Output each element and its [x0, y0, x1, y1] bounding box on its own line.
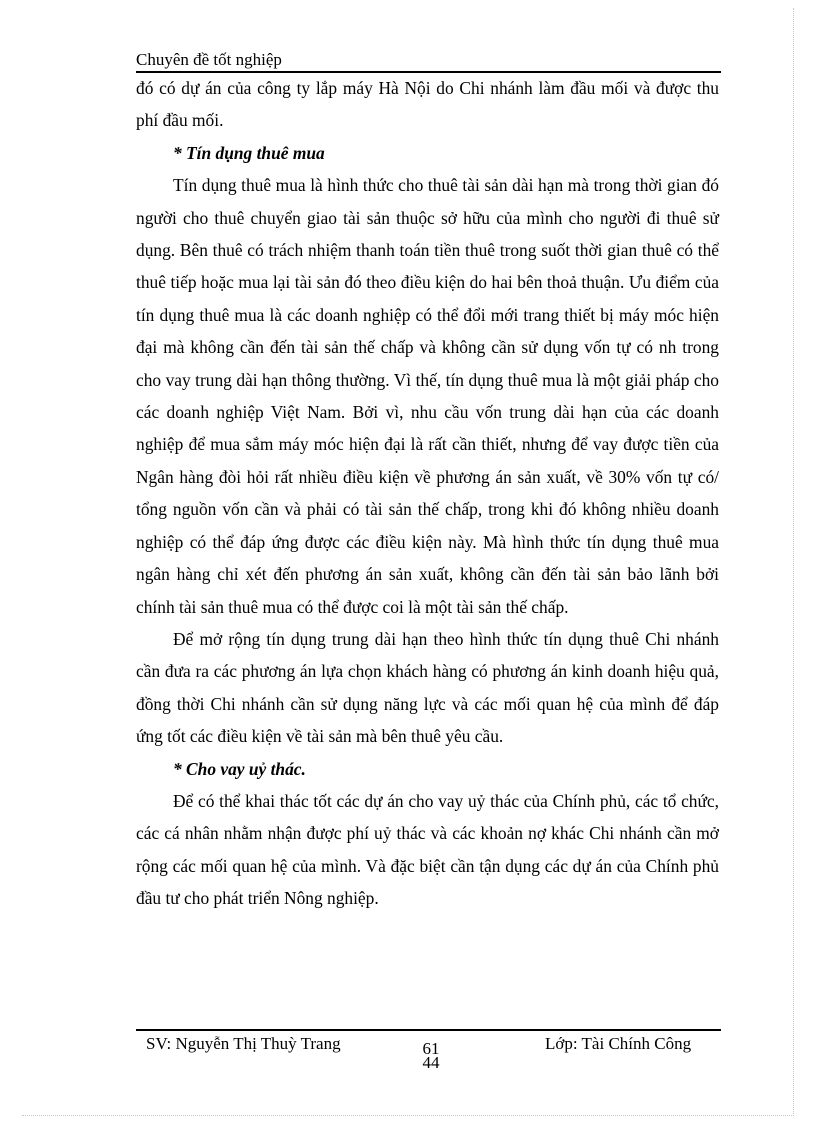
- page-number-primary: 61: [422, 1039, 440, 1058]
- footer-divider: [136, 1029, 721, 1031]
- paragraph-leasing: Tín dụng thuê mua là hình thức cho thuê tài sản dài hạn mà trong thời gian đó người cho thuê chuyển giao tài sản thuộc sở hữu của mình cho người đi thuê sử dụng. Bên thuê có trách nhiệm thanh toán tiền thuê trong suốt thời gian thuê có thể thuê tiếp hoặc mua lại tài sản đó theo điều kiện do hai bên thoả thuận. Ưu điểm của tín dụng thuê mua là các doanh nghiệp có thể đổi mới trang thiết bị máy móc hiện đại mà không cần đến tài sản thế chấp và không cần sử dụng vốn tự có nh trong cho vay trung dài hạn thông thường. Vì thế, tín dụng thuê mua là một giải pháp cho các doanh nghiệp Việt Nam. Bởi vì, nhu cầu vốn trung dài hạn của các doanh nghiệp để mua sắm máy móc hiện đại là rất cần thiết, nhưng để vay được tiền của Ngân hàng đòi hỏi rất nhiều điều kiện về phương án sản xuất, về 30% vốn tự có/ tổng nguồn vốn cần và phải có tài sản thế chấp, trong khi đó không nhiều doanh nghiệp có thể đáp ứng được các điều kiện này. Mà hình thức tín dụng thuê mua ngân hàng chỉ xét đến phương án sản xuất, không cần đến tài sản bảo lãnh bởi chính tài sản thuê mua có thể được coi là một tài sản thế chấp.: [136, 175, 719, 617]
- section-heading-entrusted-lending: * Cho vay uỷ thác.: [173, 758, 306, 779]
- page-number-secondary: 44: [422, 1053, 440, 1072]
- paragraph-entrusted-lending: Để có thể khai thác tốt các dự án cho vay uỷ thác của Chính phủ, các tổ chức, các cá nhân nhằm nhận được phí uỷ thác và các khoản nợ khác Chi nhánh cần mở rộng các mối quan hệ của mình. Và đặc biệt cần tận dụng các dự án của Chính phủ đầu tư cho phát triển Nông nghiệp.: [136, 790, 719, 909]
- document-body: [136, 72, 719, 915]
- paragraph-expand-credit: Để mở rộng tín dụng trung dài hạn theo hình thức tín dụng thuê Chi nhánh cần đưa ra các phương án lựa chọn khách hàng có phương án kinh doanh hiệu quả, đồng thời Chi nhánh cần sử dụng năng lực và các mối quan hệ của mình để đáp ứng tốt các điều kiện về tài sản mà bên thuê yêu cầu.: [136, 628, 719, 747]
- footer-class-name: Lớp: Tài Chính Công: [545, 1034, 692, 1053]
- page-header-title: Chuyên đề tốt nghiệp: [136, 50, 282, 69]
- paragraph-continuation: đó có dự án của công ty lắp máy Hà Nội do Chi nhánh làm đầu mối và được thu phí đầu mối.: [136, 78, 719, 131]
- footer-page-number: [416, 1039, 446, 1072]
- footer-student-name: SV: Nguyễn Thị Thuỳ Trang: [146, 1034, 341, 1053]
- section-heading-leasing: * Tín dụng thuê mua: [173, 142, 325, 163]
